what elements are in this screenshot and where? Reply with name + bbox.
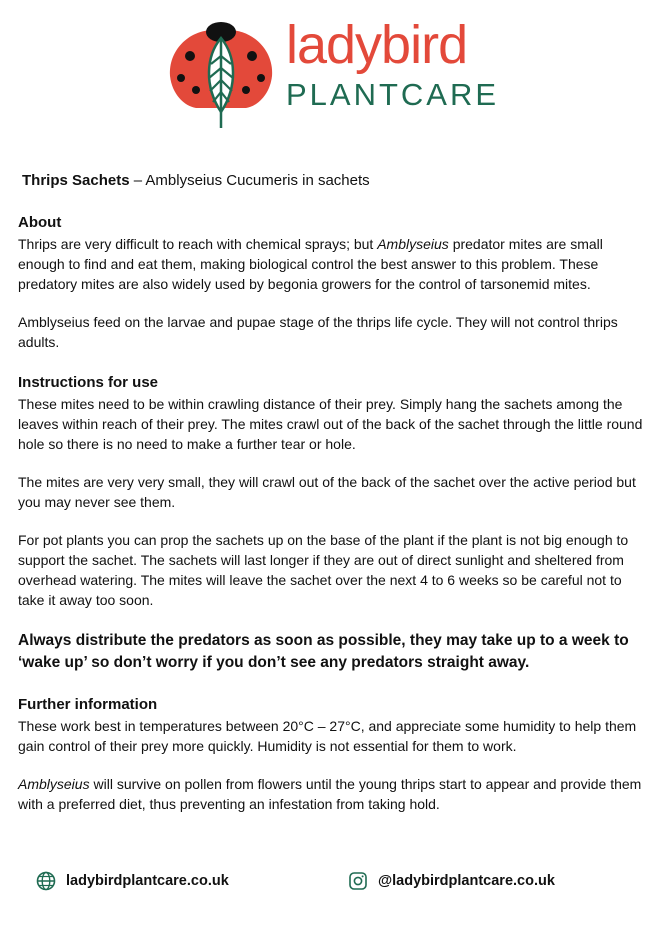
website-text: ladybirdplantcare.co.uk: [66, 873, 229, 889]
about-heading: About: [18, 214, 62, 231]
instructions-paragraph-2: The mites are very very small, they will crawl out of the back of the sachet over the active period but you may never see them.: [18, 474, 636, 510]
further-species-name: Amblyseius: [18, 776, 90, 792]
callout-notice: Always distribute the predators as soon as possible, they may take up to a week to ‘wake up’ so don’t worry if you don’t see any predators straight away.: [18, 632, 629, 671]
about-paragraph-1: [18, 234, 646, 294]
further-heading: Further information: [18, 696, 158, 713]
product-description: – Amblyseius Cucumeris in sachets: [129, 172, 370, 189]
ladybird-icon: [166, 16, 276, 130]
brand-wordmark: [286, 16, 499, 112]
instagram-text: @ladybirdplantcare.co.uk: [378, 873, 555, 889]
about-text-b: predator mites are small enough to find and eat them, making biological control the best answer to this problem. These predatory mites are also widely used by begonia growers for the control of tarsonemid mites.: [18, 236, 603, 292]
website-link[interactable]: [36, 871, 229, 891]
globe-icon: [36, 871, 56, 891]
instagram-icon: [348, 871, 368, 891]
about-species-name: Amblyseius: [377, 236, 449, 252]
footer: [36, 871, 636, 897]
document-body: [18, 170, 646, 814]
instagram-link[interactable]: [348, 871, 555, 891]
about-text-a: Thrips are very difficult to reach with chemical sprays; but: [18, 236, 378, 252]
instructions-paragraph-3: For pot plants you can prop the sachets up on the base of the plant if the plant is not big enough to support the sachet. The sachets will last longer if they are out of direct sunlight and sheltered from overhead watering. The mites will leave the sachet over the next 4 to 6 weeks so be careful not to take it away too soon.: [18, 532, 629, 608]
product-name: Thrips Sachets: [22, 172, 130, 189]
instructions-paragraph-1: These mites need to be within crawling distance of their prey. Simply hang the sachets among the leaves within reach of their prey. The mites crawl out of the back of the sachet through the little round hole so there is no need to make a further tear or hole.: [18, 396, 643, 452]
instructions-heading: Instructions for use: [18, 374, 159, 391]
about-paragraph-2: Amblyseius feed on the larvae and pupae stage of the thrips life cycle. They will not control thrips adults.: [18, 314, 618, 350]
further-paragraph-2: [18, 774, 646, 814]
brand-name: ladybird: [286, 15, 468, 75]
page-title: [22, 170, 646, 192]
further-text: will survive on pollen from flowers until the young thrips start to appear and provide them with a preferred diet, thus preventing an infestation from taking hold.: [18, 776, 642, 812]
brand-subtitle: PLANTCARE: [286, 77, 500, 112]
further-paragraph-1: These work best in temperatures between 20°C – 27°C, and appreciate some humidity to help them gain control of their prey more quickly. Humidity is not essential for them to work.: [18, 718, 637, 754]
brand-logo: [166, 15, 500, 134]
